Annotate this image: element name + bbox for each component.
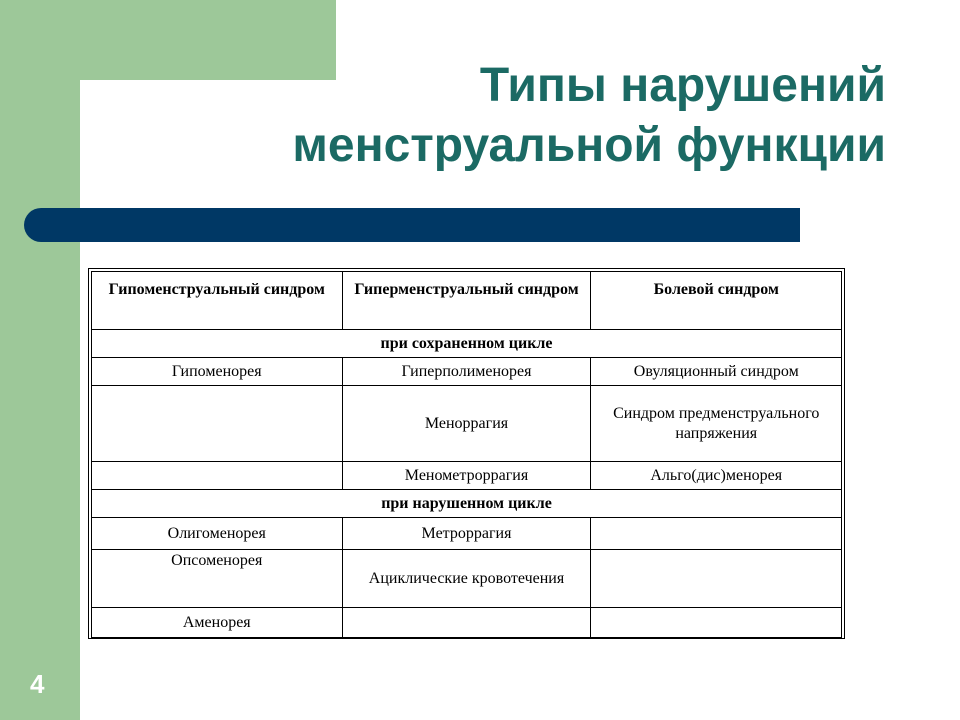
table-row [92,608,842,638]
section-label-disrupted-cycle: при нарушенном цикле [92,490,842,518]
slide-number: 4 [30,669,45,699]
left-green-band [0,0,80,720]
header-pain: Болевой синдром [591,272,842,330]
top-green-band [0,0,336,80]
disorders-table [88,268,845,639]
table-cell [591,608,842,638]
table-row [92,358,842,386]
table-cell: Метроррагия [342,518,591,550]
table-cell [92,462,343,490]
table-cell: Альго(дис)менорея [591,462,842,490]
header-hypomenstrual: Гипоменструальный синдром [92,272,343,330]
slide-title-line-2: менструальной функции [292,119,886,172]
table-cell: Аменорея [92,608,343,638]
title-divider-bar [24,208,800,242]
header-hypermenstrual: Гиперменструальный синдром [342,272,591,330]
table-cell: Менометроррагия [342,462,591,490]
table-row [92,462,842,490]
table-row [92,550,842,608]
table-header-row [92,272,842,330]
table-row [92,518,842,550]
table-cell [342,608,591,638]
table-cell: Олигоменорея [92,518,343,550]
table-cell [591,518,842,550]
section-label-preserved-cycle: при сохраненном цикле [92,330,842,358]
table-cell [92,386,343,462]
table-cell: Опсоменорея [92,550,343,608]
table-cell: Овуляционный синдром [591,358,842,386]
table-cell: Ациклические кровотечения [342,550,591,608]
table-cell: Синдром предменструального напряжения [591,386,842,462]
table-row [92,386,842,462]
slide-title-line-1: Типы нарушений [479,59,886,112]
table-cell: Гипоменорея [92,358,343,386]
table-cell: Меноррагия [342,386,591,462]
section-row-disrupted-cycle [92,490,842,518]
slide-title [292,56,886,176]
table-cell: Гиперполименорея [342,358,591,386]
section-row-preserved-cycle [92,330,842,358]
table-cell [591,550,842,608]
